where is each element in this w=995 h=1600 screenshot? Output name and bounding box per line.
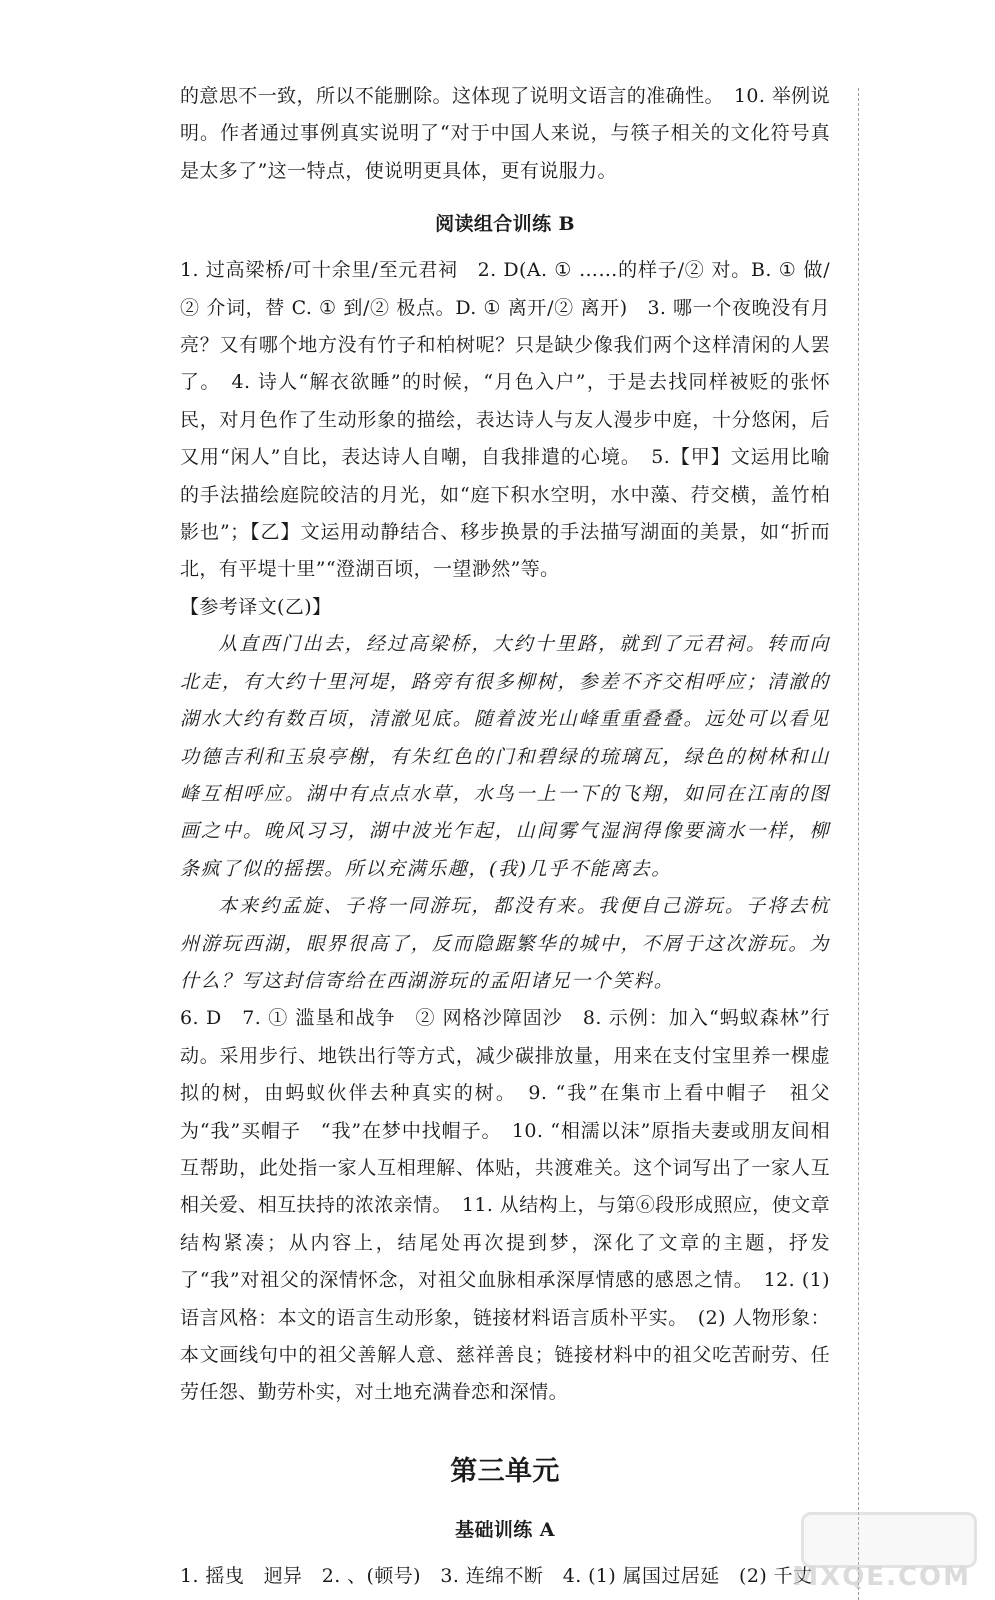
answer-content — [180, 78, 830, 1595]
watermark-text: MXQE.COM — [792, 1562, 971, 1592]
section-title-reading-b: 阅读组合训练 B — [435, 213, 575, 236]
translation-paragraph-1: 从直西门出去，经过高梁桥，大约十里路，就到了元君祠。转而向北走，有大约十里河堤，路旁有很多柳树，参差不齐交相呼应；清澈的湖水大约有数百顷，清澈见底。随着波光山峰重重叠叠。远处可以看见功德吉利和玉泉亭榭，有朱红色的门和碧绿的琉璃瓦，绿色的树林和山峰互相呼应。湖中有点点水草，水鸟一上一下的飞翔，如同在江南的图画之中。晚风习习，湖中波光乍起，山间雾气湿润得像要滴水一样，柳条疯了似的摇摆。所以充满乐趣，(我)几乎不能离去。 — [180, 633, 830, 880]
answer-paragraph-basic-a: 1. 摇曳 迥异 2. 、(顿号) 3. 连绵不断 4. (1) 属国过居延 (2) 千丈 — [180, 1564, 813, 1587]
answer-paragraph-reading-b: 1. 过高梁桥/可十余里/至元君祠 2. D(A. ① ……的样子/② 对。B. ① 做/② 介词，替 C. ① 到/② 极点。D. ① 离开/② 离开) 3. 哪一个夜晚没有月亮？又有哪个地方没有竹子和柏树呢？只是缺少像我们两个这样清闲的人罢了。 4. 诗人“解衣欲睡”的时候，“月色入户”，于是去找同样被贬的张怀民，对月色作了生动形象的描绘，表达诗人与友人漫步中庭，十分悠闲，后又用“闲人”自比，表达诗人自嘲，自我排遣的心境。 5.【甲】文运用比喻的手法描绘庭院皎洁的月光，如“庭下积水空明，水中藻、荇交横，盖竹柏影也”；【乙】文运用动静结合、移步换景的手法描写湖面的美景，如“折而北，有平堤十里”“澄湖百顷，一望渺然”等。 — [180, 259, 830, 581]
watermark-logo — [792, 1512, 977, 1592]
unit-title: 第三单元 — [450, 1455, 560, 1487]
watermark-badge-icon — [801, 1512, 977, 1568]
translation-paragraph-2: 本来约孟旋、子将一同游玩，都没有来。我便自己游玩。子将去杭州游玩西湖，眼界很高了，反而隐踞繁华的城中，不屑于这次游玩。为什么？写这封信寄给在西湖游玩的孟阳诸兄一个笑料。 — [180, 895, 830, 992]
translation-heading: 【参考译文(乙)】 — [180, 595, 332, 618]
answer-paragraph-continued: 的意思不一致，所以不能删除。这体现了说明文语言的准确性。 10. 举例说明。作者通过事例真实说明了“对于中国人来说，与筷子相关的文化符号真是太多了”这一特点，使说明更具体，更有说服力。 — [180, 85, 830, 182]
section-title-basic-a: 基础训练 A — [455, 1518, 555, 1541]
answer-paragraph-6-12: 6. D 7. ① 滥垦和战争 ② 网格沙障固沙 8. 示例：加入“蚂蚁森林”行动。采用步行、地铁出行等方式，减少碳排放量，用来在支付宝里养一棵虚拟的树，由蚂蚁伙伴去种真实的树。 9. “我”在集市上看中帽子 祖父为“我”买帽子 “我”在梦中找帽子。 10. “相濡以沫”原指夫妻或朋友间相互帮助，此处指一家人互相理解、体贴，共渡难关。这个词写出了一家人互相关爱、相互扶持的浓浓亲情。 11. 从结构上，与第⑥段形成照应，使文章结构紧凑；从内容上，结尾处再次提到梦，深化了文章的主题，抒发了“我”对祖父的深情怀念，对祖父血脉相承深厚情感的感恩之情。 12. (1) 语言风格：本文的语言生动形象，链接材料语言质朴平实。 (2) 人物形象：本文画线句中的祖父善解人意、慈祥善良；链接材料中的祖父吃苦耐劳、任劳任怨、勤劳朴实，对土地充满眷恋和深情。 — [180, 1007, 830, 1404]
translation-block — [180, 626, 830, 1000]
binding-margin-line — [858, 88, 859, 1600]
